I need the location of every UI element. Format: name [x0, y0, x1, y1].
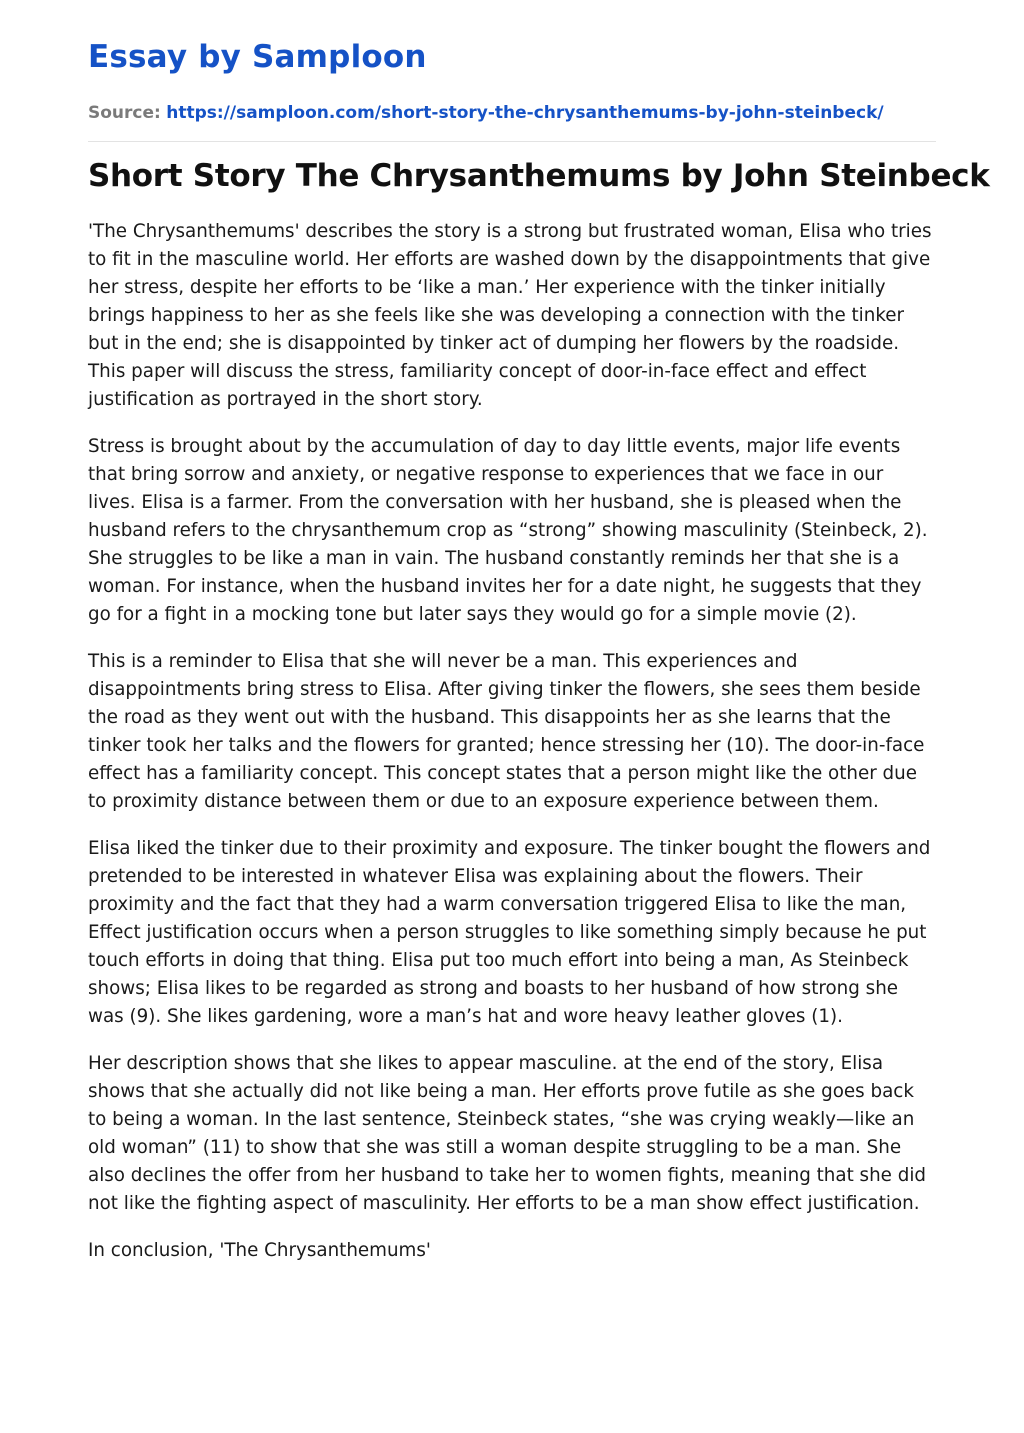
essay-paragraph: Elisa liked the tinker due to their proximity and exposure. The tinker bought the flowers and pretended to be interested in whatever Elisa was explaining about the flowers. Their proximity and the fact that they had a warm conversation triggered Elisa to like the man, Effect justification occurs when a person struggles to like something simply because he put touch efforts in doing that thing. Elisa put too much effort into being a man, As Steinbeck shows; Elisa likes to be regarded as strong and boasts to her husband of how strong she was (9). She likes gardening, wore a man’s hat and wore heavy leather gloves (1).	[88, 838, 931, 1027]
source-label: Source:	[88, 103, 161, 123]
essay-paragraph: Her description shows that she likes to appear masculine. at the end of the story, Elisa shows that she actually did not like being a man. Her efforts prove futile as she goes back to being a woman. In the last sentence, Steinbeck states, “she was crying weakly—like an old woman” (11) to show that she was still a woman despite struggling to be a man. She also declines the offer from her husband to take her to women fights, meaning that she did not like the fighting aspect of masculinity. Her efforts to be a man show effect justification.	[88, 1053, 927, 1214]
header-divider	[88, 141, 936, 142]
essay-paragraph: 'The Chrysanthemums' describes the story is a strong but frustrated woman, Elisa who tries to fit in the masculine world. Her efforts are washed down by the disappointments that give her stress, despite her efforts to be ‘like a man.’ Her experience with the tinker initially brings happiness to her as she feels like she was developing a connection with the tinker but in the end; she is disappointed by tinker act of dumping her flowers by the roadside. This paper will discuss the stress, familiarity concept of door-in-face effect and effect justification as portrayed in the short story.	[88, 221, 932, 410]
essay-title: Short Story The Chrysanthemums by John Steinbeck	[88, 158, 990, 194]
essay-paragraph: In conclusion, 'The Chrysanthemums'	[88, 1240, 431, 1261]
site-brand-title: Essay by Samploon	[88, 39, 427, 75]
source-link[interactable]: https://samploon.com/short-story-the-chrysanthemums-by-john-steinbeck/	[166, 103, 884, 123]
source-line	[88, 101, 936, 125]
essay-paragraph: This is a reminder to Elisa that she will never be a man. This experiences and disappointments bring stress to Elisa. After giving tinker the flowers, she sees them beside the road as they went out with the husband. This disappoints her as she learns that the tinker took her talks and the flowers for granted; hence stressing her (10). The door-in-face effect has a familiarity concept. This concept states that a person might like the other due to proximity distance between them or due to an exposure experience between them.	[88, 651, 925, 812]
essay-body	[88, 218, 936, 1265]
essay-paragraph: Stress is brought about by the accumulation of day to day little events, major life events that bring sorrow and anxiety, or negative response to experiences that we face in our lives. Elisa is a farmer. From the conversation with her husband, she is pleased when the husband refers to the chrysanthemum crop as “strong” showing masculinity (Steinbeck, 2). She struggles to be like a man in vain. The husband constantly reminds her that she is a woman. For instance, when the husband invites her for a date night, he suggests that they go for a fight in a mocking tone but later says they would go for a simple movie (2).	[88, 436, 928, 625]
